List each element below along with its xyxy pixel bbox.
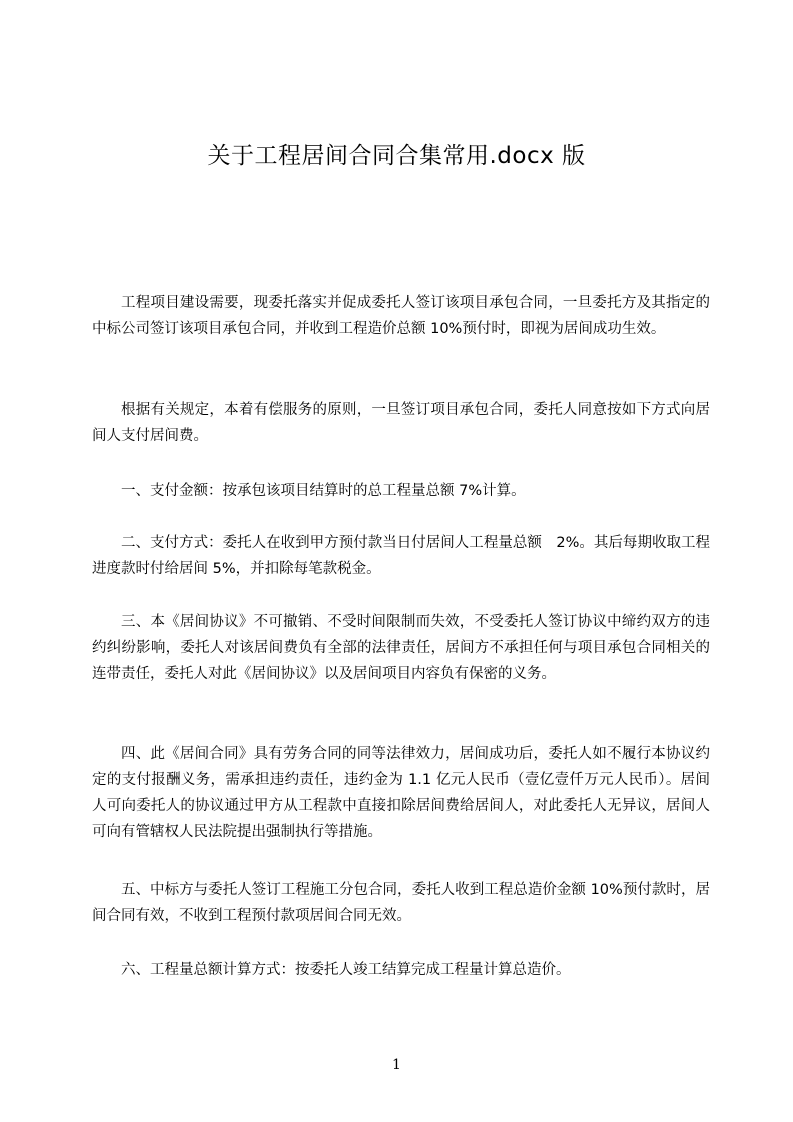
paragraph-clause-2: 二、支付方式：委托人在收到甲方预付款当日付居间人工程量总额 2%。其后每期收取工程进度款时付给居间 5%，并扣除每笔款税金。 xyxy=(92,535,710,577)
paragraph-clause-6: 六、工程量总额计算方式：按委托人竣工结算完成工程量计算总造价。 xyxy=(121,962,571,978)
paragraph-clause-4: 四、此《居间合同》具有劳务合同的同等法律效力，居间成功后，委托人如不履行本协议约定的支付报酬义务，需承担违约责任，违约金为 1.1 亿元人民币（壹亿壹仟万元人民币）。居间人可向委托人的协议通过甲方从工程款中直接扣除居间费给居间人，对此委托人无异议，居间人可向有管辖权人民法院提出强制执行等措施。 xyxy=(92,746,710,840)
paragraph-payment-basis: 根据有关规定，本着有偿服务的原则，一旦签订项目承包合同，委托人同意按如下方式向居间人支付居间费。 xyxy=(92,402,710,444)
paragraph-intro: 工程项目建设需要，现委托落实并促成委托人签订该项目承包合同，一旦委托方及其指定的中标公司签订该项目承包合同，并收到工程造价总额 10%预付时，即视为居间成功生效。 xyxy=(92,295,710,337)
paragraph-clause-5: 五、中标方与委托人签订工程施工分包合同，委托人收到工程总造价金额 10%预付款时，居间合同有效，不收到工程预付款项居间合同无效。 xyxy=(92,882,710,924)
paragraph-clause-3: 三、本《居间协议》不可撤销、不受时间限制而失效，不受委托人签订协议中缔约双方的违约纠纷影响，委托人对该居间费负有全部的法律责任，居间方不承担任何与项目承包合同相关的连带责任，委托人对此《居间协议》以及居间项目内容负有保密的义务。 xyxy=(92,614,710,682)
paragraph-clause-1: 一、支付金额：按承包该项目结算时的总工程量总额 7%计算。 xyxy=(121,483,526,499)
page-title: 关于工程居间合同合集常用.docx 版 xyxy=(207,143,586,169)
page-number: 1 xyxy=(392,1057,401,1073)
